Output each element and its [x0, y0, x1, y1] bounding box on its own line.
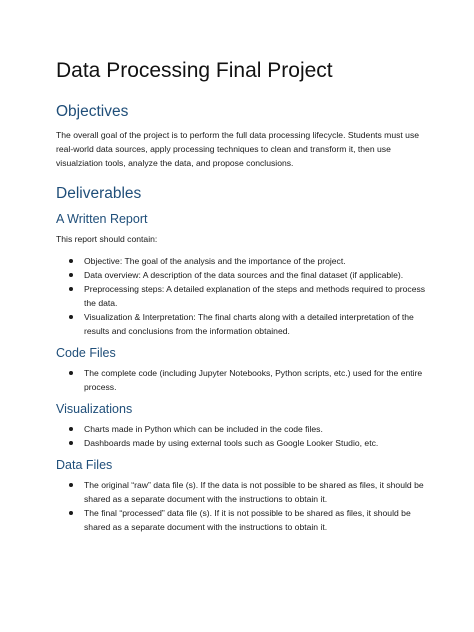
- bullet-icon: [69, 483, 73, 487]
- list-item: [84, 282, 426, 310]
- visualizations-list: [56, 422, 426, 450]
- list-item: [84, 310, 426, 338]
- list-item: [84, 436, 426, 450]
- bullet-icon: [69, 315, 73, 319]
- list-item: [84, 422, 426, 436]
- written-report-list: [56, 254, 426, 338]
- bullet-icon: [69, 511, 73, 515]
- list-item-text: Visualization & Interpretation: The final charts along with a detailed interpretation of the results and conclusions from the information obtained.: [84, 312, 414, 336]
- list-item: [84, 506, 426, 534]
- list-item-text: The original “raw” data file (s). If the data is not possible to be shared as files, it should be shared as a separate document with the instructions to obtain it.: [84, 480, 424, 504]
- bullet-icon: [69, 427, 73, 431]
- visualizations-heading: Visualizations: [56, 402, 133, 416]
- list-item-text: Objective: The goal of the analysis and the importance of the project.: [84, 256, 346, 266]
- list-item-text: Charts made in Python which can be included in the code files.: [84, 424, 323, 434]
- data-files-heading: Data Files: [56, 458, 113, 472]
- bullet-icon: [69, 371, 73, 375]
- objectives-paragraph: The overall goal of the project is to perform the full data processing lifecycle. Students must use real-world data sources, apply processing techniques to clean and transform it, then use visualziation tools, analyze the data, and propose conclusions.: [56, 130, 420, 168]
- document-title: Data Processing Final Project: [56, 59, 333, 82]
- objectives-heading: Objectives: [56, 103, 129, 120]
- list-item-text: Preprocessing steps: A detailed explanation of the steps and methods required to process the data.: [84, 284, 426, 308]
- code-files-list: [56, 366, 426, 394]
- list-item-text: The final “processed” data file (s). If it is not possible to be shared as files, it should be shared as a separate document with the instructions to obtain it.: [84, 508, 411, 532]
- written-report-heading: A Written Report: [56, 212, 148, 226]
- list-item-text: The complete code (including Jupyter Notebooks, Python scripts, etc.) used for the entire process.: [84, 368, 423, 392]
- deliverables-heading: Deliverables: [56, 185, 142, 202]
- code-files-heading: Code Files: [56, 346, 116, 360]
- list-item: [84, 478, 426, 506]
- list-item: [84, 254, 426, 268]
- list-item: [84, 268, 426, 282]
- data-files-list: [56, 478, 426, 534]
- bullet-icon: [69, 259, 73, 263]
- document-page: [56, 56, 426, 534]
- bullet-icon: [69, 287, 73, 291]
- bullet-icon: [69, 273, 73, 277]
- written-report-intro: This report should contain:: [56, 234, 158, 244]
- list-item-text: Dashboards made by using external tools such as Google Looker Studio, etc.: [84, 438, 379, 448]
- list-item: [84, 366, 426, 394]
- list-item-text: Data overview: A description of the data sources and the final dataset (if applicable).: [84, 270, 404, 280]
- bullet-icon: [69, 441, 73, 445]
